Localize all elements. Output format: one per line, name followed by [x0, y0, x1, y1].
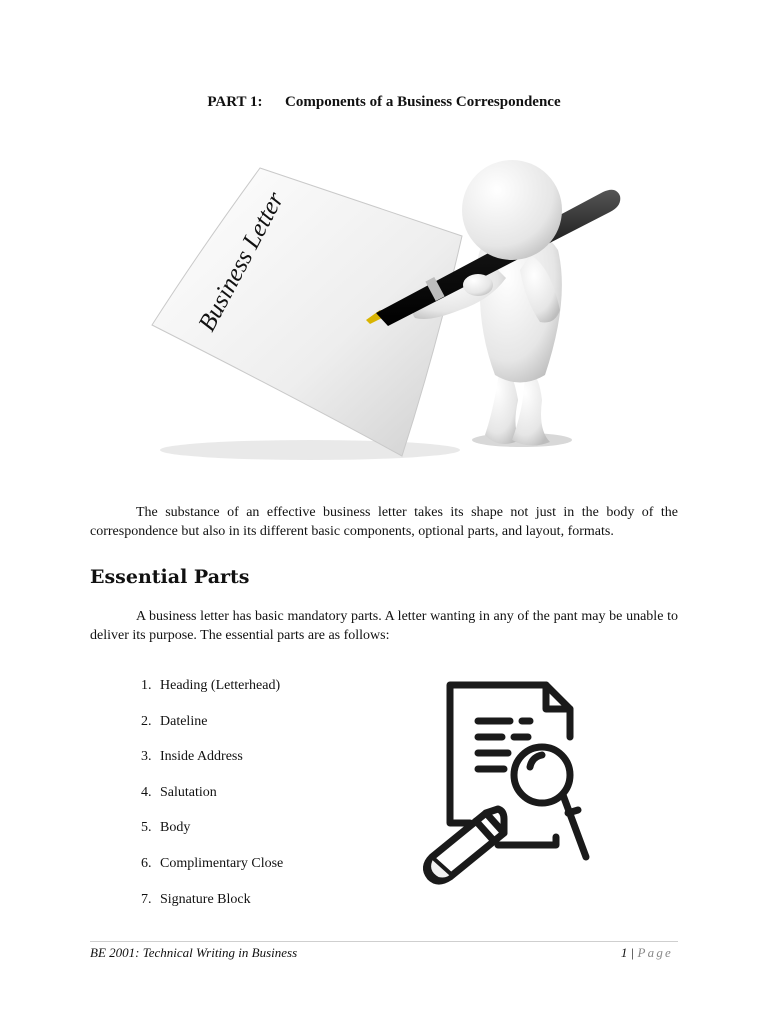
- paper-text: Business Letter: [193, 187, 290, 336]
- list-item: 5. Body: [141, 820, 191, 836]
- title-text: Components of a Business Correspondence: [285, 94, 561, 110]
- essential-parts-text: A business letter has basic mandatory parts. A letter wanting in any of the pant may be unable to deliver its purpose. The essential parts are as follows:: [90, 609, 678, 643]
- essential-parts-paragraph: [90, 607, 678, 645]
- list-item: 1. Heading (Letterhead): [141, 678, 281, 693]
- page-label: Page: [637, 945, 673, 960]
- document-search-pencil-icon: [408, 675, 608, 905]
- intro-paragraph: [90, 503, 678, 541]
- page-separator: |: [630, 945, 635, 960]
- list-item: 6. Complimentary Close: [141, 855, 284, 871]
- list-item: 3. Inside Address: [141, 749, 243, 765]
- list-item: 2. Dateline: [141, 713, 208, 729]
- part-label: PART 1:: [207, 94, 263, 110]
- list-item: 7. Signature Block: [141, 891, 251, 907]
- page-title: [0, 94, 768, 111]
- figure-writing-letter-icon: [140, 150, 630, 470]
- footer-page: [621, 945, 673, 961]
- list-item: 4. Salutation: [141, 784, 217, 800]
- footer-divider: [90, 941, 678, 942]
- footer-course: BE 2001: Technical Writing in Business: [90, 945, 298, 960]
- page-number: 1: [620, 945, 628, 960]
- essential-parts-list: [141, 678, 283, 927]
- intro-text: The substance of an effective business letter takes its shape not just in the body of the correspondence but also in its different basic components, optional parts, and layout, formats.: [90, 505, 678, 539]
- section-heading: Essential Parts: [90, 566, 250, 588]
